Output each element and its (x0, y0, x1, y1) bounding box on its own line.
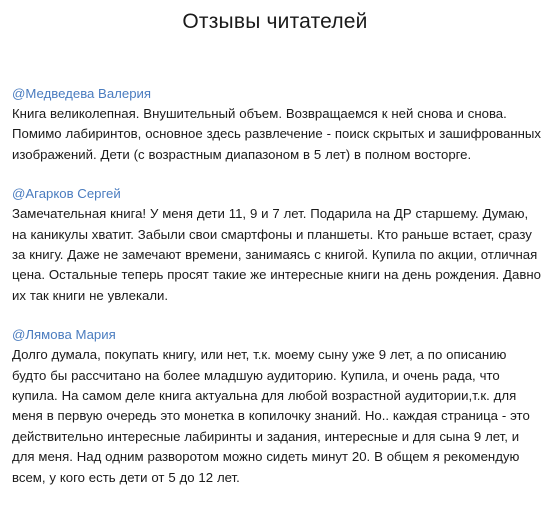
review-author-link[interactable]: @Агарков Сергей (12, 186, 121, 202)
review-text: Замечательная книга! У меня дети 11, 9 и 7 лет. Подарила на ДР старшему. Думаю, на каникулы хватит. Забыли свои смартфоны и планшеты. Кто раньше встает, сразу за книгу. Даже не замечают времени, занимаясь с книгой. Купила по акции, отличная цена. Остальные теперь просят такие же интересные книги на день рождения. Давно их так книги не увлекали. (12, 206, 541, 303)
review-item (12, 84, 544, 165)
review-item (12, 184, 544, 306)
review-item (12, 325, 544, 488)
reviews-list (12, 84, 544, 488)
review-text: Долго думала, покупать книгу, или нет, т.к. моему сыну уже 9 лет, а по описанию будто бы рассчитано на более младшую аудиторию. Купила, и очень рада, что купила. На самом деле книга актуальна для любой возрастной аудитории,т.к. для меня в первую очередь это монетка в копилочку знаний. Но.. каждая страница - это действительно интересные лабиринты и задания, интересные и для сына 9 лет, и для меня. Над одним разворотом можно сидеть минут 20. В общем я рекомендую всем, у кого есть дети от 5 до 12 лет. (12, 347, 530, 485)
page-title: Отзывы читателей (182, 10, 368, 33)
review-author-link[interactable]: @Лямова Мария (12, 327, 116, 343)
review-text: Книга великолепная. Внушительный объем. Возвращаемся к ней снова и снова. Помимо лабиринтов, основное здесь развлечение - поиск скрытых и зашифрованных изображений. Дети (с возрастным диапазоном в 5 лет) в полном восторге. (12, 106, 541, 162)
review-author-link[interactable]: @Медведева Валерия (12, 86, 152, 101)
